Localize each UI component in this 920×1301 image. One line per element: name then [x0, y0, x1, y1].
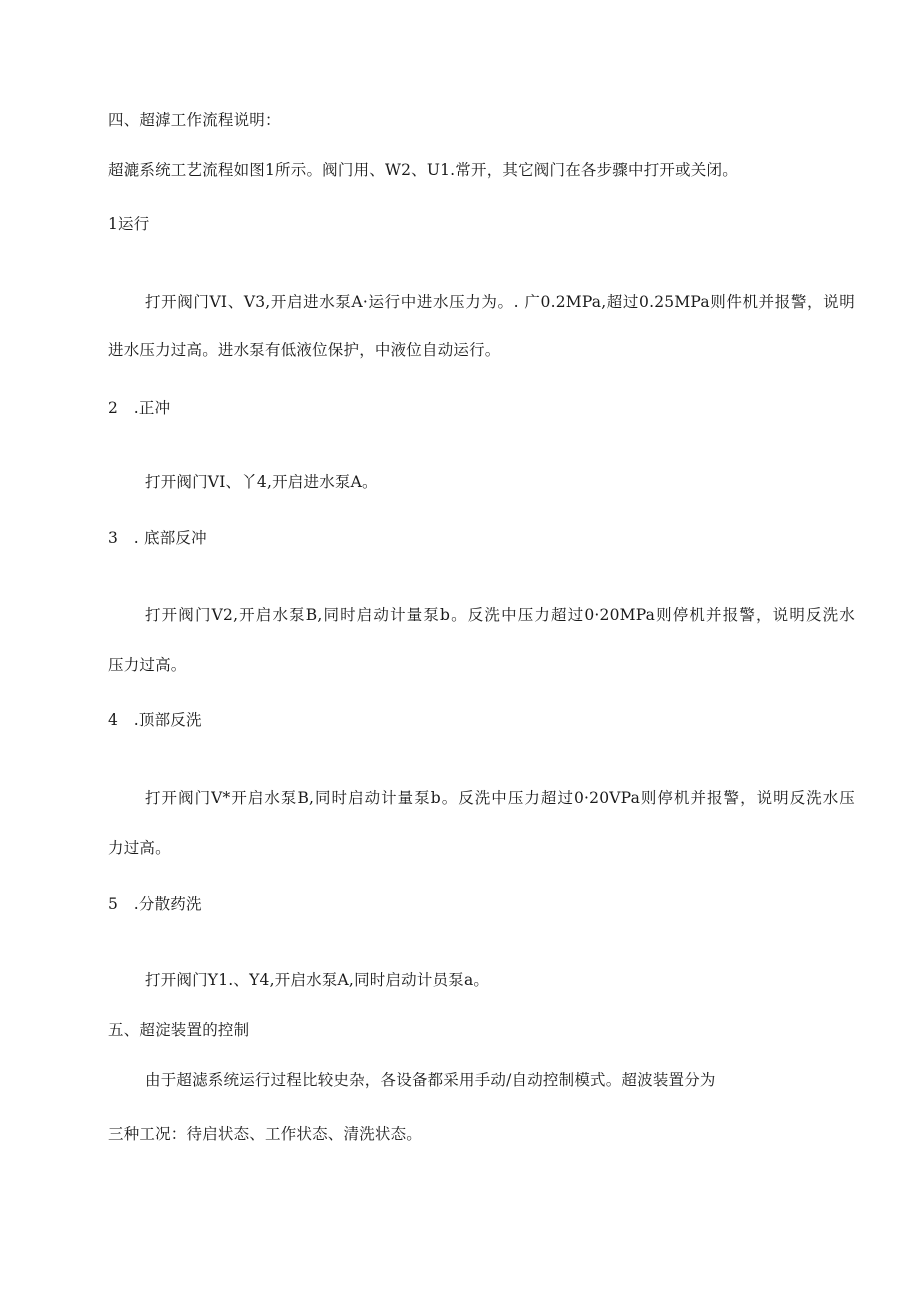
step-2-title: 2 .正冲 [108, 399, 171, 417]
step-4-line-2: 力过高。 [108, 839, 171, 857]
section-5-line-1: 由于超滤系统运行过程比较史杂，各设备都采用手动/自动控制模式。超波装置分为 [145, 1071, 716, 1089]
step-2-line-1: 打开阀门VI、丫4,开启进水泵A。 [145, 473, 378, 491]
section-4-heading: 四、超滹工作流程说明： [108, 111, 281, 129]
step-5-line-1: 打开阀门Y1.、Y4,开启水泵A,同时启动计员泵a。 [145, 971, 490, 989]
step-1-line-2: 进水压力过高。进水泵有低液位保护，中液位自动运行。 [108, 341, 501, 359]
step-3-line-2: 压力过高。 [108, 656, 187, 674]
step-5-title: 5 .分散药洗 [108, 895, 202, 913]
section-5-heading: 五、超淀装置的控制 [108, 1021, 250, 1039]
step-3-title: 3 . 底部反冲 [108, 529, 207, 547]
step-4-line-1: 打开阀门V*开启水泵B,同时启动计量泵b。反洗中压力超过0·20VPa则停机并报警，说明反洗水压 [145, 789, 855, 807]
section-4-intro: 超漉系统工艺流程如图1所示。阀门用、W2、U1.常开，其它阀门在各步骤中打开或关闭。 [108, 161, 738, 179]
step-4-title: 4 .顶部反洗 [108, 711, 202, 729]
step-1-title: 1运行 [108, 215, 150, 233]
step-3-line-1: 打开阀门V2,开启水泵B,同时启动计量泵b。反洗中压力超过0·20MPa则停机并报警，说明反洗水 [145, 606, 855, 624]
section-5-line-2: 三种工况：待启状态、工作状态、清洗状态。 [108, 1125, 423, 1143]
step-1-line-1: 打开阀门VI、V3,开启进水泵A·运行中进水压力为。. 广0.2MPa,超过0.25MPa则件机并报警，说明 [145, 293, 855, 311]
